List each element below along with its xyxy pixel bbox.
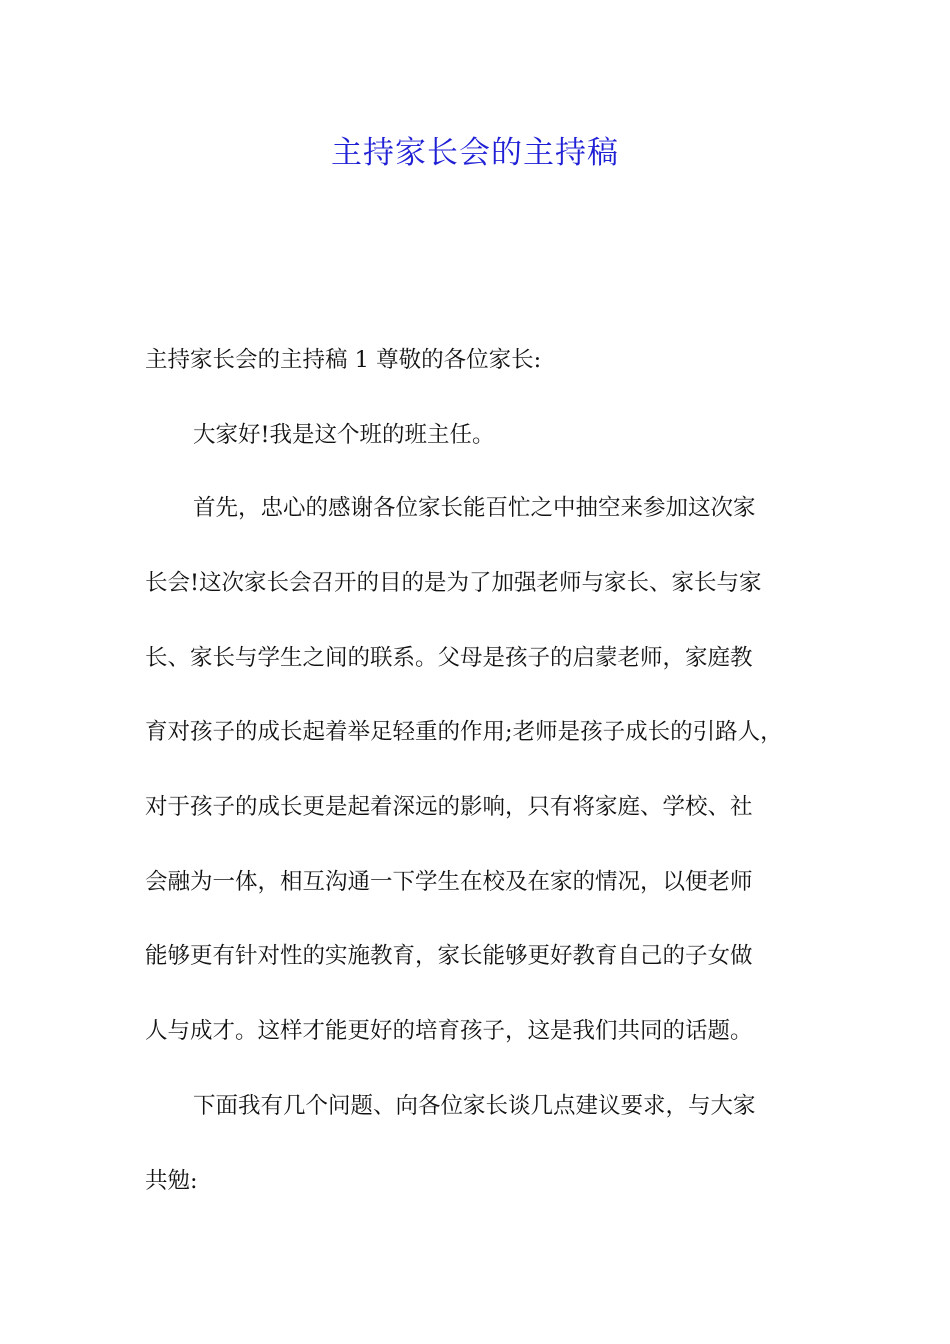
paragraph-line: 能够更有针对性的实施教育，家长能够更好教育自己的子女做 <box>145 943 753 969</box>
paragraph-line: 对于孩子的成长更是起着深远的影响，只有将家庭、学校、社 <box>145 794 753 820</box>
salutation-line: 主持家长会的主持稿 1 尊敬的各位家长: <box>145 347 542 373</box>
paragraph-line: 育对孩子的成长起着举足轻重的作用;老师是孩子成长的引路人， <box>145 719 783 745</box>
paragraph-line: 共勉: <box>145 1168 198 1194</box>
greeting-line: 大家好!我是这个班的班主任。 <box>193 422 495 448</box>
paragraph-line: 首先，忠心的感谢各位家长能百忙之中抽空来参加这次家 <box>193 495 756 521</box>
paragraph-line: 会融为一体，相互沟通一下学生在校及在家的情况，以便老师 <box>145 869 753 895</box>
document-title: 主持家长会的主持稿 <box>331 135 619 171</box>
paragraph-line: 长会!这次家长会召开的目的是为了加强老师与家长、家长与家 <box>145 570 762 596</box>
paragraph-line: 人与成才。这样才能更好的培育孩子，这是我们共同的话题。 <box>145 1018 753 1044</box>
paragraph-line: 长、家长与学生之间的联系。父母是孩子的启蒙老师，家庭教 <box>145 645 753 671</box>
paragraph-line: 下面我有几个问题、向各位家长谈几点建议要求，与大家 <box>193 1093 756 1119</box>
